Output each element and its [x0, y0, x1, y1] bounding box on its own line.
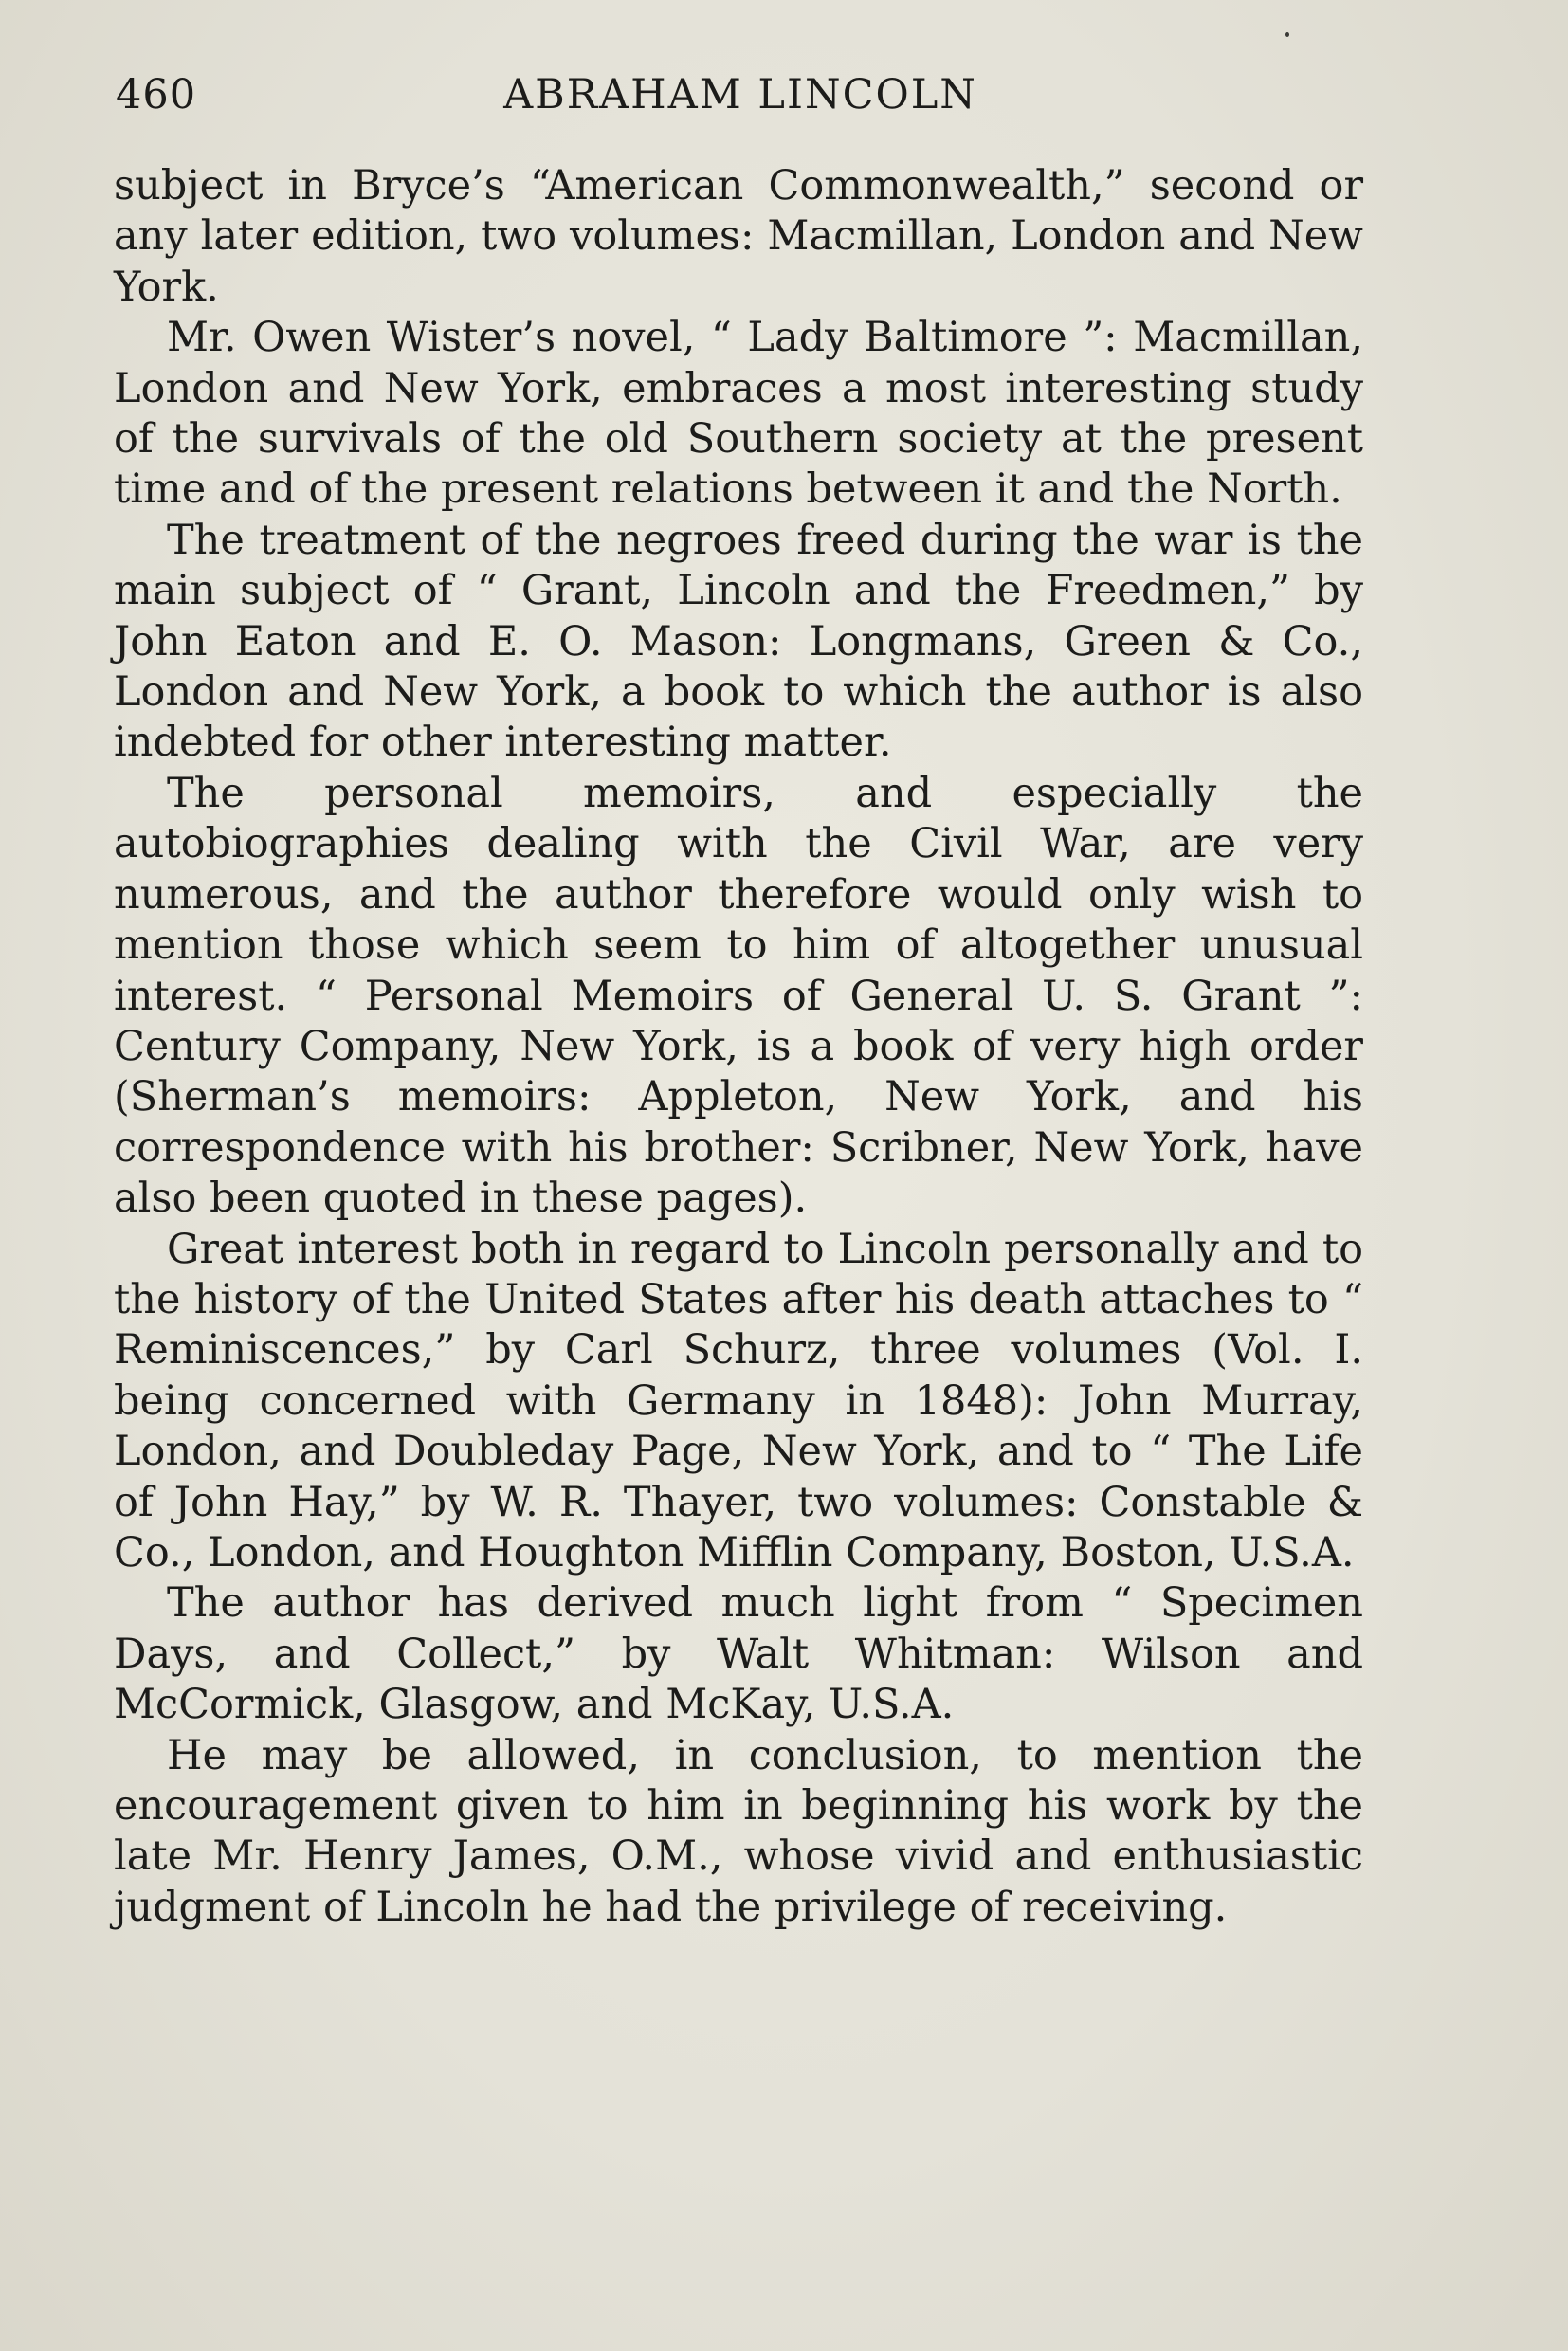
paragraph-continuation: subject in Bryce’s “American Commonwealth,” second or any later edition, two volumes: Macmillan, London and New York. — [114, 162, 1363, 311]
paragraph-schurz-hay: Great interest both in regard to Lincoln personally and to the history of the United States after his death attaches to “ Reminiscences,” by Carl Schurz, three volumes (Vol. I. being concerned with Germany in 1848): John Murray, London, and Doubleday Page, New York, and to “ The Life of John Hay,” by W. R. Thayer, two volumes: Constable & Co., London, and Houghton Mifflin Company, Boston, U.S.A. — [114, 1225, 1363, 1576]
running-head: ABRAHAM LINCOLN — [503, 71, 977, 118]
page-header — [116, 71, 1365, 128]
paragraph-wister: Mr. Owen Wister’s novel, “ Lady Baltimore ”: Macmillan, London and New York, embraces a most interesting study of the survivals of the old Southern society at the present time and of the present relations between it and the North. — [114, 314, 1363, 514]
paragraph-freedmen: The treatment of the negroes freed during the war is the main subject of “ Grant, Lincoln and the Freedmen,” by John Eaton and E. O. Mason: Longmans, Green & Co., London and New York, a book to which the author is also indebted for other interesting matter. — [114, 516, 1363, 767]
paper-speck — [1285, 32, 1289, 37]
paragraph-memoirs: The personal memoirs, and especially the autobiographies dealing with the Civil War, are very numerous, and the author therefore would only wish to mention those which seem to him of altogether unusual interest. “ Personal Memoirs of General U. S. Grant ”: Century Company, New York, is a book of very high order (Sherman’s memoirs: Appleton, New York, and his correspondence with his brother: Scribner, New York, have also been quoted in these pages). — [114, 769, 1363, 1223]
paragraph-henry-james: He may be allowed, in conclusion, to mention the encouragement given to him in beginning his work by the late Mr. Henry James, O.M., whose vivid and enthusiastic judgment of Lincoln he had the privilege of receiving. — [114, 1731, 1363, 1931]
body-text — [114, 161, 1363, 1933]
paragraph-whitman: The author has derived much light from “ Specimen Days, and Collect,” by Walt Whitman: Wilson and McCormick, Glasgow, and McKay, U.S.A. — [114, 1579, 1363, 1729]
page-number: 460 — [116, 71, 197, 118]
